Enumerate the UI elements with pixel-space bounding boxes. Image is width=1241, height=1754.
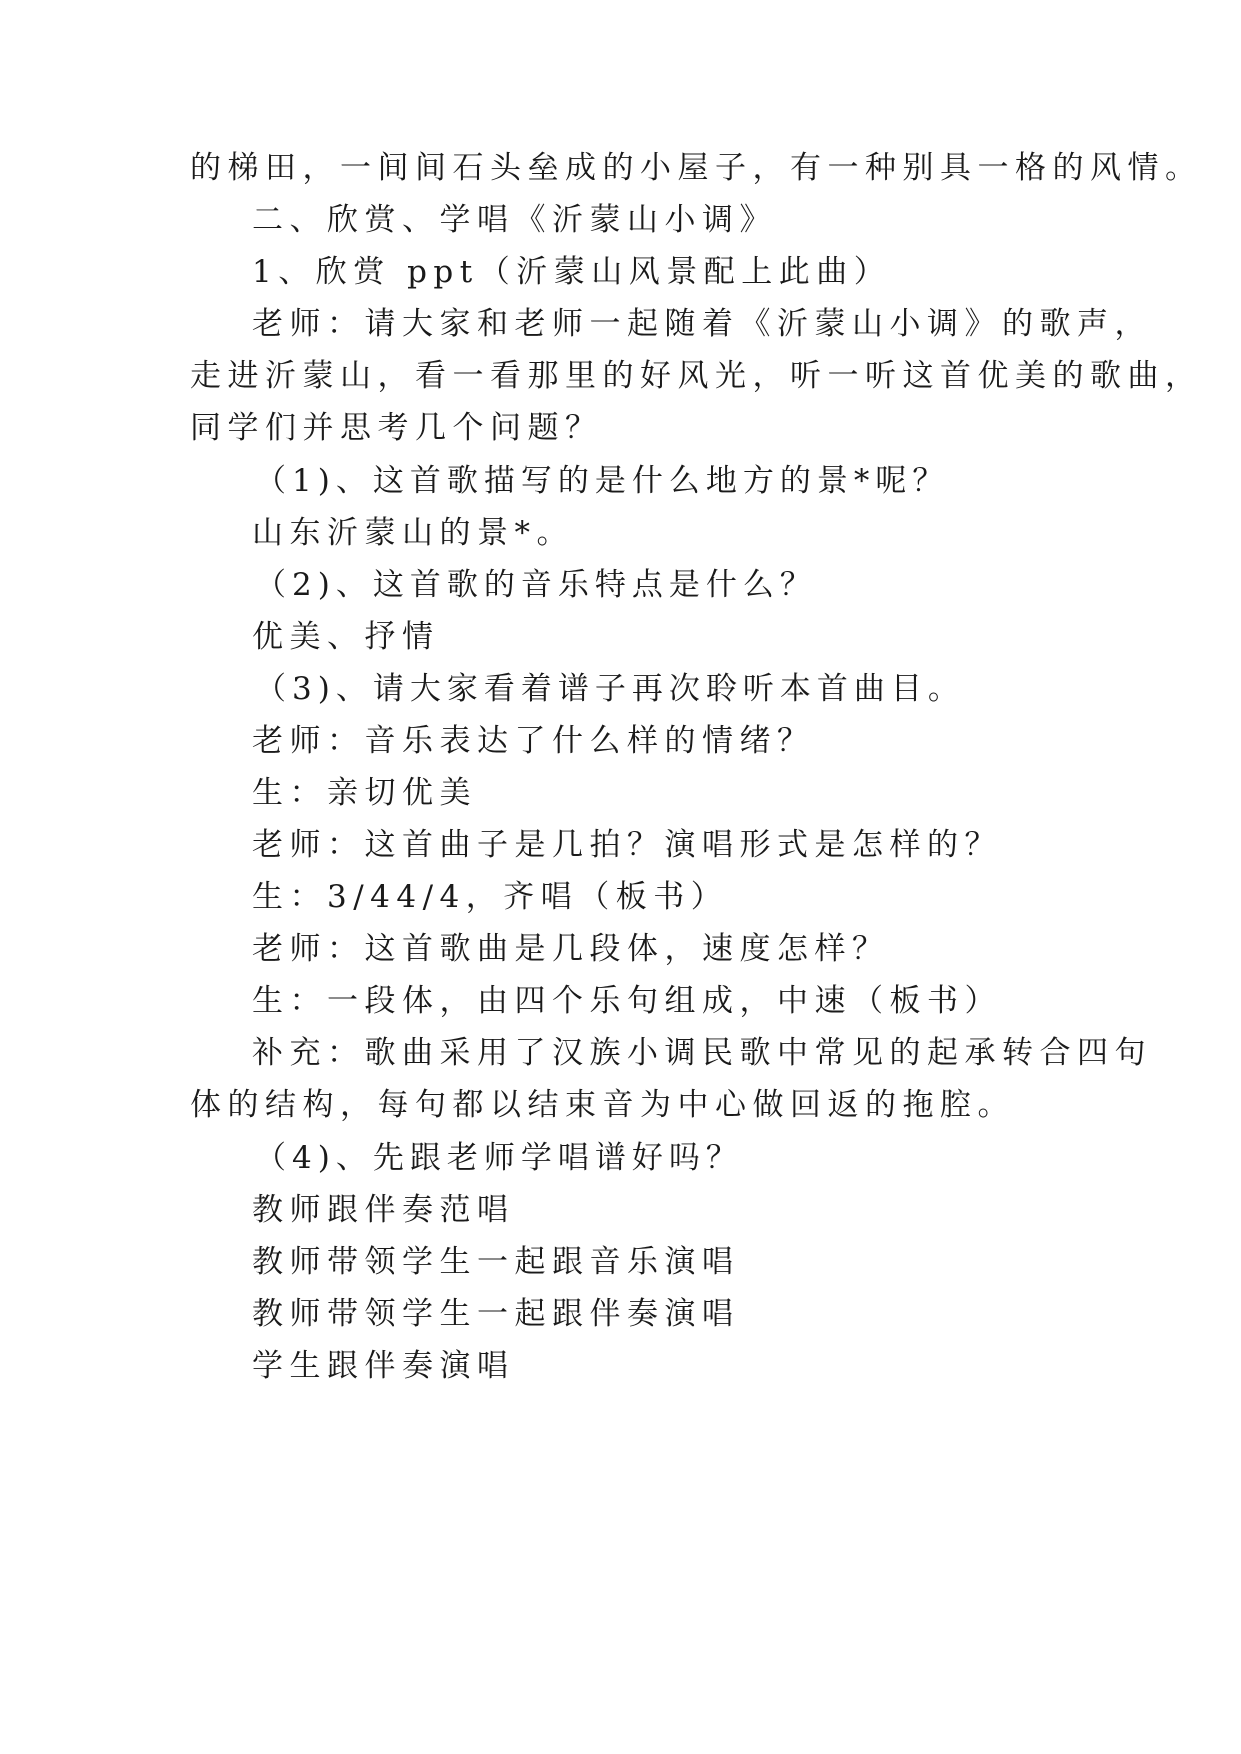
question-line: （4)、先跟老师学唱谱好吗？ (255, 1140, 743, 1176)
text-line: 生：3/44/4，齐唱（板书） (252, 879, 729, 915)
text-line: 老师：这首歌曲是几段体，速度怎样？ (252, 931, 890, 967)
text-line: 教师带领学生一起跟伴奏演唱 (252, 1296, 740, 1332)
text-line: 同学们并思考几个问题？ (190, 410, 603, 446)
text-line: 体的结构，每句都以结束音为中心做回返的拖腔。 (190, 1087, 1015, 1123)
text-line: 走进沂蒙山，看一看那里的好风光，听一听这首优美的歌曲， (190, 358, 1203, 394)
text-line: 生：一段体，由四个乐句组成，中速（板书） (252, 983, 1002, 1019)
text-line: 教师跟伴奏范唱 (252, 1192, 515, 1228)
text-line: 1、欣赏 ppt（沂蒙山风景配上此曲） (252, 254, 892, 290)
question-line: （3)、请大家看着谱子再次聆听本首曲目。 (255, 671, 965, 707)
answer-line: 优美、抒情 (252, 619, 440, 655)
text-line: 教师带领学生一起跟音乐演唱 (252, 1244, 740, 1280)
question-line: （2)、这首歌的音乐特点是什么？ (255, 567, 817, 603)
text-line: 老师：请大家和老师一起随着《沂蒙山小调》的歌声， (252, 306, 1152, 342)
text-line: 学生跟伴奏演唱 (252, 1348, 515, 1384)
text-line: 老师：音乐表达了什么样的情绪？ (252, 723, 815, 759)
text-line: 的梯田，一间间石头垒成的小屋子，有一种别具一格的风情。 (190, 150, 1203, 186)
text-line: 老师：这首曲子是几拍？演唱形式是怎样的？ (252, 827, 1002, 863)
section-heading: 二、欣赏、学唱《沂蒙山小调》 (252, 202, 777, 238)
answer-line: 山东沂蒙山的景*。 (252, 515, 574, 551)
text-line: 补充：歌曲采用了汉族小调民歌中常见的起承转合四句 (252, 1035, 1152, 1071)
text-line: 生：亲切优美 (252, 775, 477, 811)
question-line: （1)、这首歌描写的是什么地方的景*呢？ (255, 463, 950, 499)
